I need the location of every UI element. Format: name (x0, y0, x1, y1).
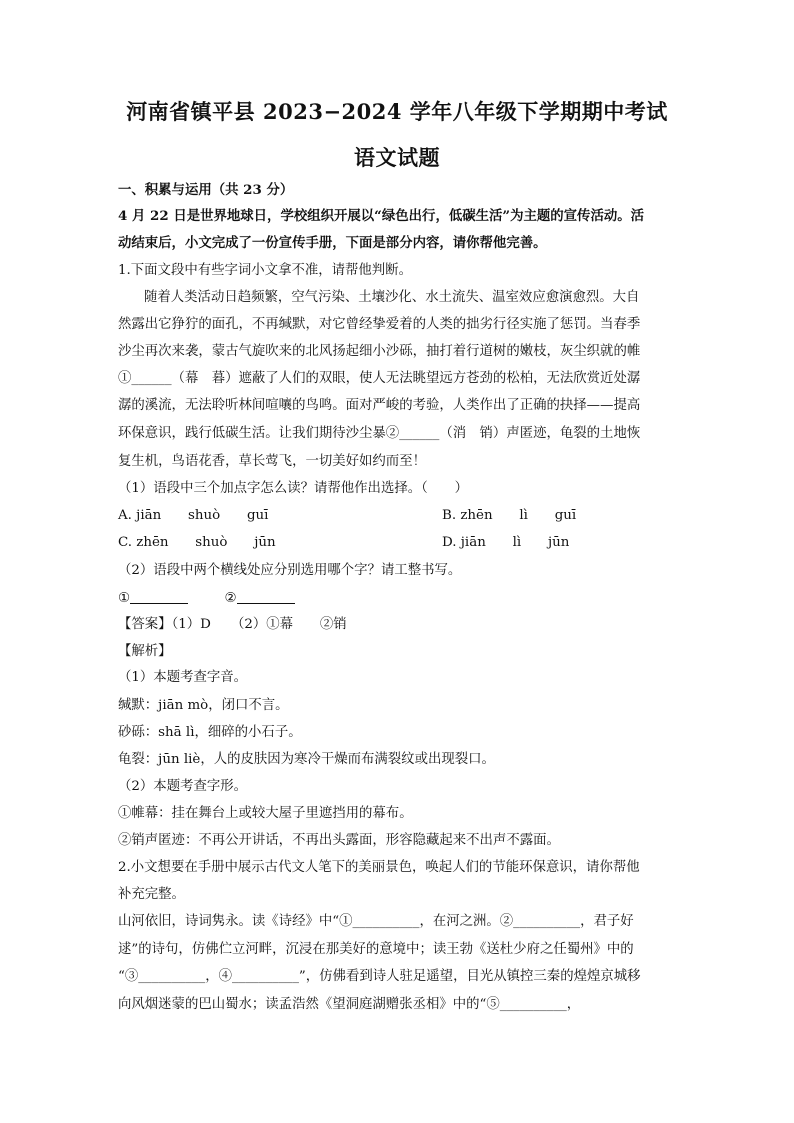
intro-line: 动结束后，小文完成了一份宣传手册，下面是部分内容，请你帮他完善。 (118, 235, 547, 251)
option-c: C. zhēn shuò jūn (118, 535, 276, 550)
passage-line: 沙尘再次来袭，蒙古气旋吹来的北风扬起细小沙砾，抽打着行道树的嫩枝，灰尘织就的帷 (118, 344, 641, 359)
sub-question-1: （1）语段中三个加点字怎么读？请帮他作出选择。（ ） (118, 481, 468, 496)
option-d: D. jiān lì jūn (442, 535, 570, 550)
exam-subtitle: 语文试题 (354, 145, 440, 170)
section-heading: 一、积累与运用（共 23 分） (118, 182, 294, 198)
blank-1-label: ① (118, 591, 131, 606)
passage-line: 复生机，鸟语花香，草长莺飞，一切美好如约而至！ (118, 454, 426, 469)
passage-line: 潺的溪流，无法聆听林间喧嚷的鸟鸣。面对严峻的考验，人类作出了正确的抉择——提高 (118, 398, 641, 413)
question-2-stem: 2.小文想要在手册中展示古代文人笔下的美丽景色，唤起人们的节能环保意识，请你帮他 (118, 860, 640, 875)
analysis-line: （1）本题考查字音。 (118, 670, 248, 685)
question-2-text: “③__________，④__________”，仿佛看到诗人驻足遥望，目光从镇控三秦的煌煌京城移 (118, 969, 641, 984)
question-2-text: 山河依旧，诗词隽永。读《诗经》中“①__________，在河之洲。②__________，君子好 (118, 914, 634, 929)
passage-line: 然露出它狰狞的面孔，不再缄默，对它曾经挚爱着的人类的拙劣行径实施了惩罚。当春季 (118, 317, 641, 332)
passage-line: 随着人类活动日趋频繁，空气污染、土壤沙化、水土流失、温室效应愈演愈烈。大自 (144, 290, 640, 305)
analysis-line: （2）本题考查字形。 (118, 779, 248, 794)
blank-2-label: ② (224, 591, 237, 606)
analysis-line: 缄默：jiān mò，闭口不言。 (118, 698, 289, 713)
analysis-line: ①帷幕：挂在舞台上或较大屋子里遮挡用的幕布。 (118, 806, 413, 821)
question-2-stem: 补充完整。 (118, 887, 185, 902)
analysis-line: ②销声匿迹：不再公开讲话，不再出头露面，形容隐藏起来不出声不露面。 (118, 833, 560, 848)
sub-question-2: （2）语段中两个横线处应分别选用哪个字？请工整书写。 (118, 563, 462, 578)
passage-line: ①______（幕 暮）遮蔽了人们的双眼，使人无法眺望远方苍劲的松柏，无法欣赏近处潺 (118, 371, 641, 386)
blank-1-line (130, 589, 188, 604)
question-2-text: 向风烟迷蒙的巴山蜀水；读孟浩然《望洞庭湖赠张丞相》中的“⑤__________， (118, 997, 581, 1012)
answer-blanks (118, 589, 678, 608)
blank-2-line (237, 589, 295, 604)
exam-title: 河南省镇平县 2023−2024 学年八年级下学期期中考试 (126, 99, 668, 124)
option-a: A. jiān shuò guī (118, 508, 269, 523)
passage-line: 环保意识，践行低碳生活。让我们期待沙尘暴②______（消 销）声匿迹，龟裂的土地恢 (118, 426, 641, 441)
analysis-line: 砂砾：shā lì，细碎的小石子。 (118, 725, 302, 740)
intro-line: 4 月 22 日是世界地球日，学校组织开展以“绿色出行，低碳生活”为主题的宣传活动。活 (118, 208, 645, 224)
question-2-text: 逑”的诗句，仿佛伫立河畔，沉浸在那美好的意境中；读王勃《送杜少府之任蜀州》中的 (118, 942, 634, 957)
question-1-stem: 1.下面文段中有些字词小文拿不准，请帮他判断。 (118, 263, 412, 278)
analysis-line: 龟裂：jūn liè，人的皮肤因为寒冷干燥而布满裂纹或出现裂口。 (118, 752, 495, 767)
option-b: B. zhēn lì guī (442, 508, 577, 523)
option-row (118, 507, 678, 525)
analysis-heading: 【解析】 (118, 644, 172, 659)
option-row (118, 534, 678, 552)
answer: 【答案】（1）D （2）①幕 ②销 (118, 617, 347, 632)
